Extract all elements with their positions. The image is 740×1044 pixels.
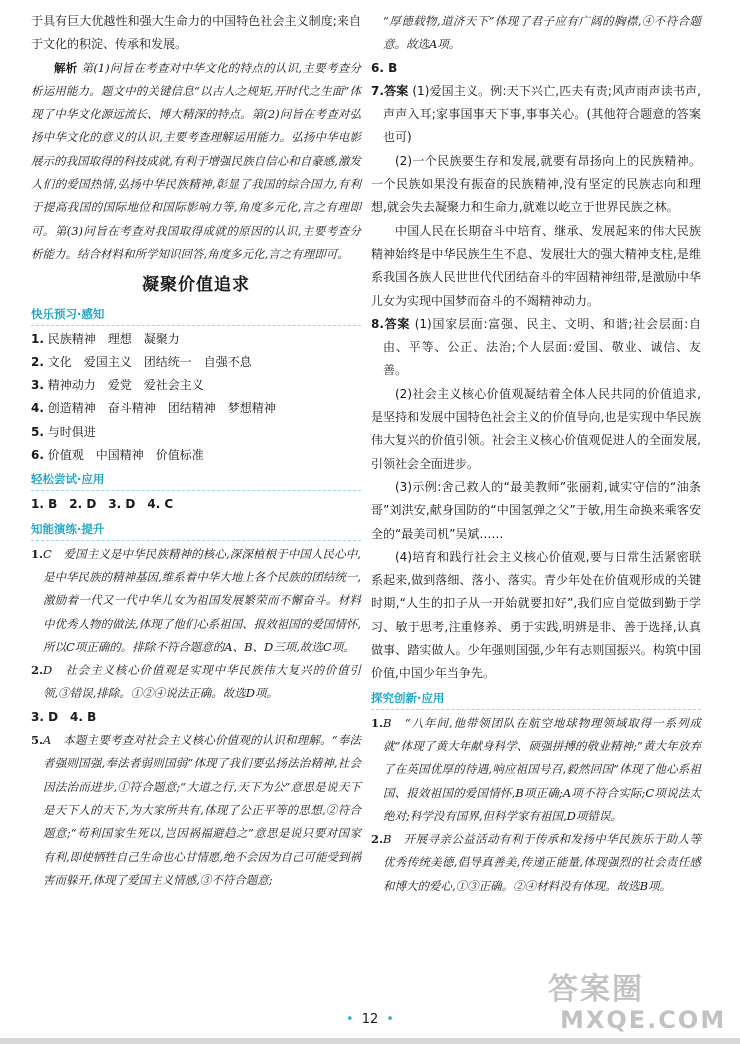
dot-icon: • — [386, 1012, 394, 1027]
band-practice: 知能演练·提升 — [31, 519, 361, 541]
band-try: 轻松尝试·应用 — [31, 469, 361, 491]
band-preview: 快乐预习·感知 — [31, 304, 361, 326]
question-7: 7.答案 (1)爱国主义。例:天下兴亡,匹夫有责;风声雨声读书声,声声入耳;家事国事天下事,事事关心。(其他符合题意的答案也可) — [371, 83, 701, 145]
explore-question-1: 1.B “八年间,他带领团队在航空地球物理领域取得一系列成就”体现了黄大年献身科学、硕强拼搏的敬业精神;“黄大年放弃了在英国优厚的待遇,响应祖国号召,毅然回国”体现了他心系祖国、报效祖国的爱国情怀,B项正确;A项不符合实际;C项说法太绝对;科学没有国界,但科学家有祖国,D项错误。 — [371, 715, 701, 823]
question-8-part2: (2)社会主义核心价值观凝结着全体人民共同的价值追求,是坚持和发展中国特色社会主义的价值导向,也是实现中华民族伟大复兴的价值引领。社会主义核心价值观促进人的全面发展,引领社会全面进步。 — [371, 386, 701, 471]
question-8: 8.答案 (1)国家层面:富强、民主、文明、和谐;社会层面:自由、平等、公正、法治;个人层面:爱国、敬业、诚信、友善。 — [371, 316, 701, 378]
list-item: 5. 与时俱进 — [31, 424, 96, 439]
page-number: 12 — [361, 1012, 379, 1027]
question-6: 6. B — [371, 60, 398, 75]
question-7-part3: 中国人民在长期奋斗中培育、继承、发展起来的伟大民族精神始终是中华民族生生不息、发展壮大的强大精神支柱,是维系我国各族人民世世代代团结奋斗的牢固精神纽带,是激励中华儿女为实现中国梦而奋斗的不竭精神动力。 — [371, 223, 701, 308]
list-item: 6. 价值观 中国精神 价值标准 — [31, 448, 204, 463]
watermark-en: MXQE.COM — [560, 1006, 727, 1034]
question-1: 1.C 爱国主义是中华民族精神的核心,深深植根于中国人民心中,是中华民族的精神基因,维系着中华大地上各个民族的团结统一,激励着一代又一代中华儿女为祖国发展繁荣而不懈奋斗。材料中优秀人物的做法,体现了他们心系祖国、报效祖国的爱国情怀,所以C项正确的。排除不符合题意的A、B、D三项,故选C项。 — [31, 546, 361, 654]
explore-question-2: 2.B 开展寻亲公益活动有利于传承和发扬中华民族乐于助人等优秀传统美德,倡导真善美,传递正能量,体现强烈的社会责任感和博大的爱心,①③正确。②④材料没有体现。故选B项。 — [371, 832, 701, 893]
analysis-tag: 解析 — [54, 60, 78, 75]
question-2: 2.D 社会主义核心价值观是实现中华民族伟大复兴的价值引领,③错误,排除。①②④说法正确。故选D项。 — [31, 663, 361, 701]
intro-text: 于具有巨大优越性和强大生命力的中国特色社会主义制度;来自于文化的积淀、传承和发展。 — [31, 14, 361, 52]
analysis-paragraph — [31, 57, 361, 267]
band-explore: 探究创新·应用 — [371, 688, 701, 710]
watermark-cn: 答案圈 — [548, 972, 644, 1007]
list-item: 1. 民族精神 理想 凝聚力 — [31, 331, 180, 346]
question-5: 5.A 本题主要考查对社会主义核心价值观的认识和理解。“奉法者强则国强,奉法者弱则国弱”体现了我们要弘扬法治精神,社会因法治而进步,①符合题意;“大道之行,天下为公”意思是说天下是天下人的天下,为大家所共有,体现了公正平等的思想,②符合题意;“苟利国家生死以,岂因祸福避趋之”意思是说只要对国家有利,即使牺牲自己生命也心甘情愿,绝不会因为自己可能受到祸害而躲开,体现了爱国主义情感,③不符合题意; — [31, 733, 361, 887]
list-item: 2. 文化 爱国主义 团结统一 自强不息 — [31, 354, 252, 369]
watermark-logo — [538, 960, 728, 1040]
section-title: 凝聚价值追求 — [142, 275, 250, 296]
bottom-rule — [0, 1038, 740, 1044]
list-item: 3. 精神动力 爱党 爱社会主义 — [31, 378, 204, 393]
dot-icon: • — [346, 1012, 354, 1027]
question-3-4: 3. D 4. B — [31, 709, 97, 724]
question-7-part2: (2)一个民族要生存和发展,就要有昂扬向上的民族精神。一个民族如果没有振奋的民族精神,没有坚定的民族志向和理想,就会失去凝聚力和生命力,就难以屹立于世界民族之林。 — [371, 153, 701, 215]
right-column — [371, 10, 701, 898]
question-8-part3: (3)示例:舍己救人的“最美教师”张丽莉,诚实守信的“油条哥”刘洪安,献身国防的“中国氢弹之父”于敏,用生命换来乘客安全的“最美司机”吴斌…… — [371, 479, 701, 541]
left-column — [31, 10, 361, 892]
list-item: 4. 创造精神 奋斗精神 团结精神 梦想精神 — [31, 401, 276, 416]
question-8-part4: (4)培育和践行社会主义核心价值观,要与日常生活紧密联系起来,做到落细、落小、落实。青少年处在价值观形成的关键时期,“人生的扣子从一开始就要扣好”,我们应自觉做到勤于学习、敏于思考,注重修养、勇于实践,明辨是非、善于选择,认真做事、踏实做人。少年强则国强,少年有志则国振兴。构筑中国价值,中国少年当争先。 — [371, 549, 701, 681]
answers-line: 1. B 2. D 3. D 4. C — [31, 497, 174, 512]
q5-continued: “厚德载物,道济天下”体现了君子应有广阔的胸襟,④不符合题意。故选A项。 — [383, 14, 701, 52]
analysis-text: 第(1)问旨在考查对中华文化的特点的认识,主要考查分析运用能力。题文中的关键信息“以古人之规矩,开时代之生面”体现了中华文化源远流长、博大精深的特点。第(2)问旨在考查对弘扬中华文化的意义的认识,主要考查理解运用能力。弘扬中华电影展示的我国取得的科技成就,有利于增强民族自信心和自豪感,激发人们的爱国热情,弘扬中华民族精神,彰显了我国的综合国力,有利于提高我国的国际地位和国际影响力等,角度多元化,言之有理即可。第(3)问旨在考查对我国取得成就的原因的认识,主要考查分析能力。结合材料和所学知识回答,角度多元化,言之有理即可。 — [31, 60, 362, 261]
